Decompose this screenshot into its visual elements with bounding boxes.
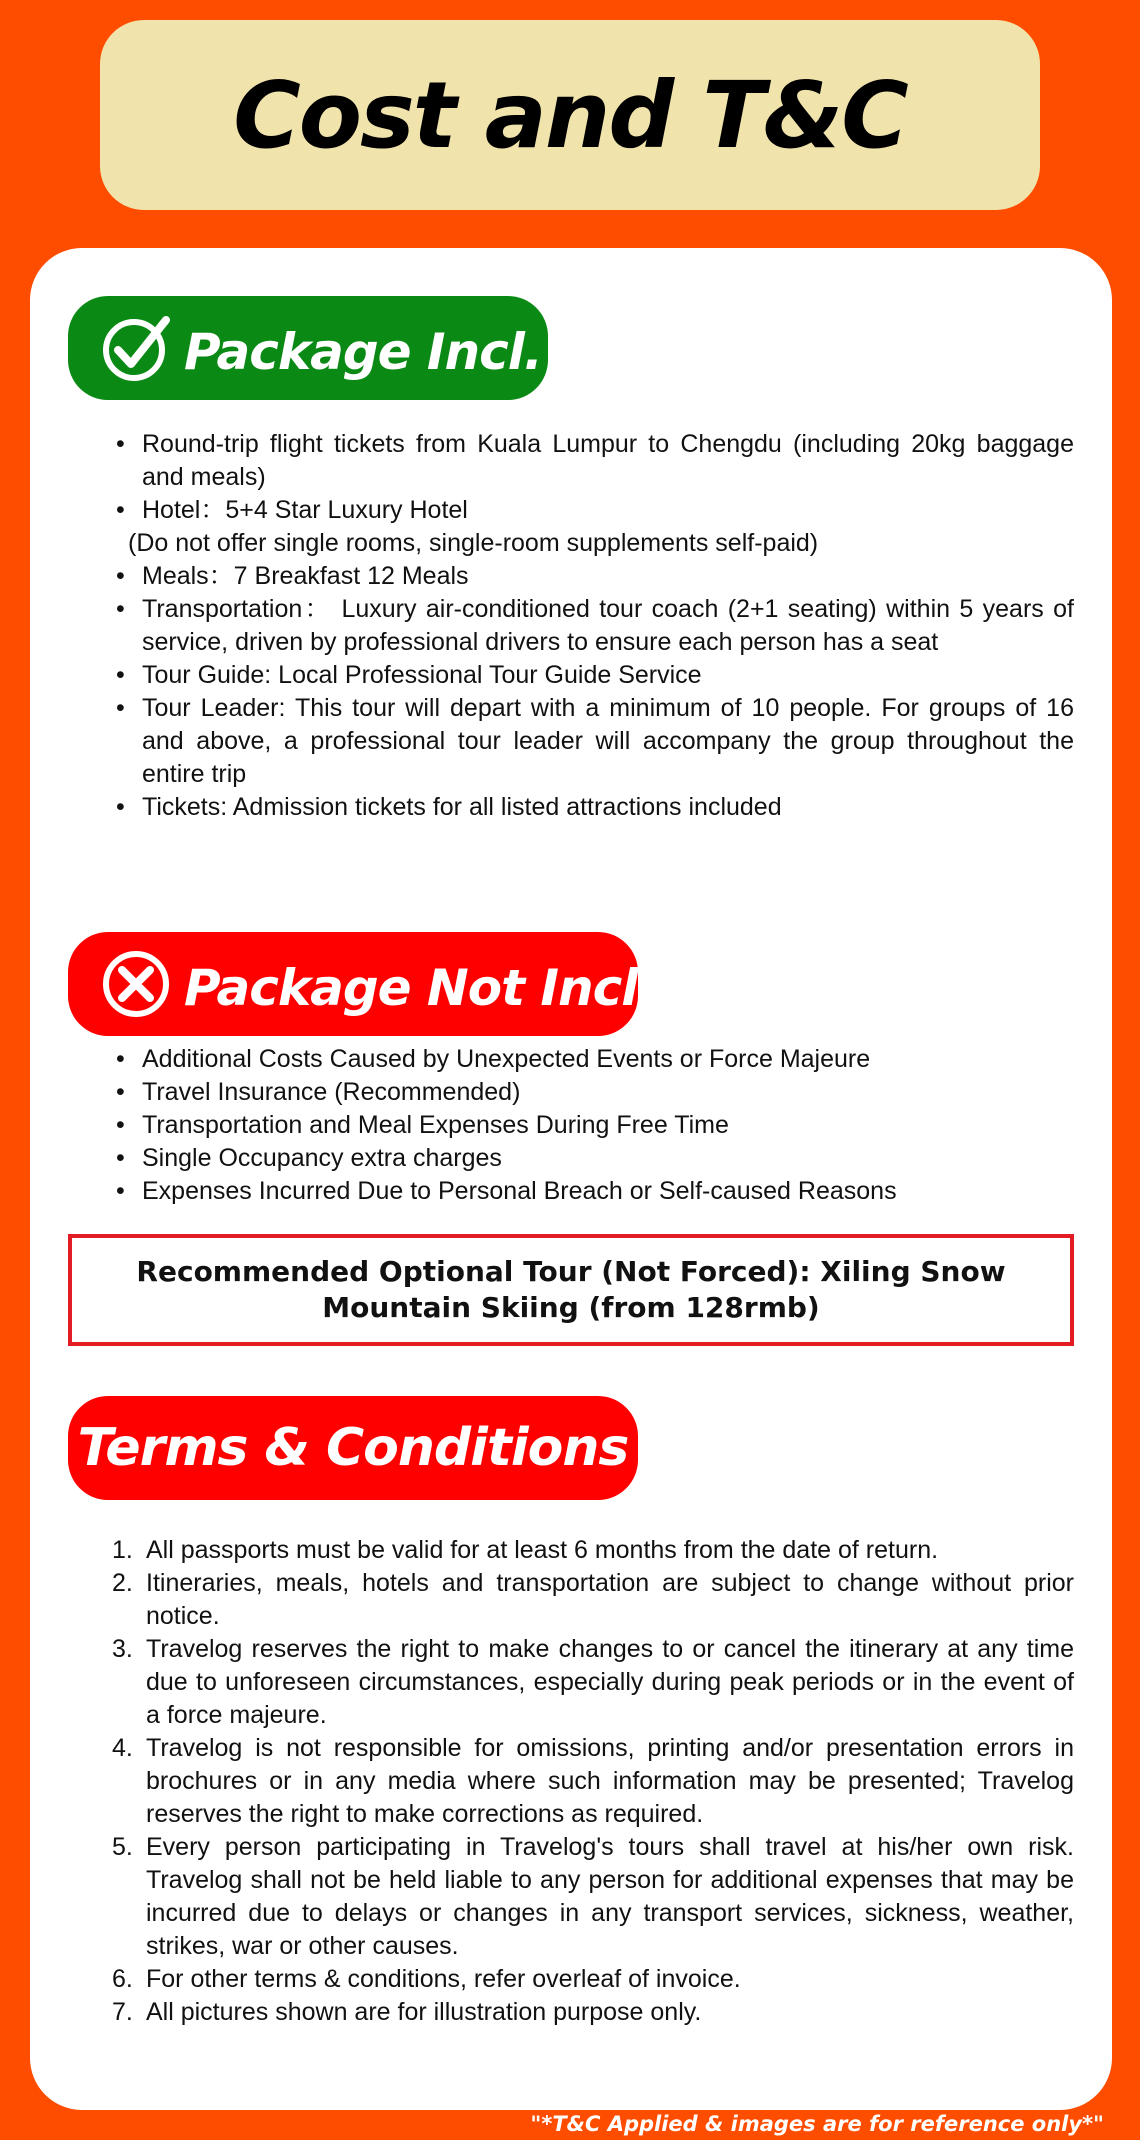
included-list [92, 428, 1074, 824]
package-included-label: Package Incl.： [184, 323, 591, 381]
list-item: • Tour Guide: Local Professional Tour Guide Service [92, 659, 1074, 692]
terms-item [92, 1534, 1074, 1567]
terms-item [92, 1996, 1074, 2029]
package-not-included-heading [68, 932, 705, 1036]
terms-item [92, 1633, 1074, 1732]
terms-item-number: 3. [112, 1635, 133, 1663]
terms-item-number: 7. [112, 1998, 133, 2026]
terms-item [92, 1567, 1074, 1633]
package-included-heading [68, 296, 591, 400]
terms-item [92, 1831, 1074, 1963]
check-circle-icon [100, 312, 172, 384]
list-item: • Transportation： Luxury air-conditioned tour coach (2+1 seating) within 5 years of service, driven by professional drivers to ensure each person has a seat [92, 593, 1074, 659]
optional-tour-text: Recommended Optional Tour (Not Forced): Xiling Snow Mountain Skiing (from 128rmb) [136, 1255, 1006, 1324]
terms-item-number: 1. [112, 1536, 133, 1564]
terms-item-text: Travelog reserves the right to make changes to or cancel the itinerary at any time due to unforeseen circumstances, especially during peak periods or in the event of a force majeure. [146, 1635, 1074, 1729]
terms-item-text: Travelog is not responsible for omissions, printing and/or presentation errors in brochures or in any media where such information may be presented; Travelog reserves the right to make corrections as required. [146, 1734, 1074, 1828]
not-included-list [92, 1043, 1074, 1208]
package-not-included-label: Package Not Incl.： [184, 959, 705, 1017]
terms-item-number: 4. [112, 1734, 133, 1762]
terms-item-text: All passports must be valid for at least 6 months from the date of return. [146, 1536, 939, 1564]
optional-tour-box [68, 1234, 1074, 1346]
list-item: • Expenses Incurred Due to Personal Breach or Self-caused Reasons [92, 1175, 1074, 1208]
terms-item-text: Every person participating in Travelog's tours shall travel at his/her own risk. Travelog shall not be held liable to any person for additional expenses that may be incurred due to delays or changes in any transport services, sickness, weather, strikes, war or other causes. [146, 1833, 1074, 1960]
terms-item-text: All pictures shown are for illustration purpose only. [146, 1998, 702, 2026]
list-item: • Tour Leader: This tour will depart with a minimum of 10 people. For groups of 16 and above, a professional tour leader will accompany the group throughout the entire trip [92, 692, 1074, 791]
list-item: • Single Occupancy extra charges [92, 1142, 1074, 1175]
list-item: • Additional Costs Caused by Unexpected Events or Force Majeure [92, 1043, 1074, 1076]
terms-item-number: 5. [112, 1833, 133, 1861]
list-item: • Transportation and Meal Expenses During Free Time [92, 1109, 1074, 1142]
content-card [30, 248, 1112, 2110]
list-item: • Meals：7 Breakfast 12 Meals [92, 560, 1074, 593]
terms-item [92, 1732, 1074, 1831]
page-title: Cost and T&C [233, 61, 907, 169]
terms-item-text: Itineraries, meals, hotels and transportation are subject to change without prior notice. [146, 1569, 1074, 1630]
list-item: • Tickets: Admission tickets for all listed attractions included [92, 791, 1074, 824]
list-item: • Travel Insurance (Recommended) [92, 1076, 1074, 1109]
terms-item-text: For other terms & conditions, refer overleaf of invoice. [146, 1965, 741, 1993]
terms-item-number: 6. [112, 1965, 133, 1993]
terms-item-number: 2. [112, 1569, 133, 1597]
list-item: • Hotel：5+4 Star Luxury Hotel [92, 494, 1074, 527]
title-banner [100, 20, 1040, 210]
terms-item [92, 1963, 1074, 1996]
terms-list [92, 1534, 1074, 2029]
terms-heading-label: Terms & Conditions [77, 1418, 629, 1478]
list-item-note: (Do not offer single rooms, single-room supplements self-paid) [128, 529, 819, 557]
list-item: • Round-trip flight tickets from Kuala Lumpur to Chengdu (including 20kg baggage and meals) [92, 428, 1074, 494]
terms-heading [68, 1396, 638, 1500]
footer-disclaimer: "*T&C Applied & images are for reference only*" [530, 2112, 1104, 2136]
x-circle-icon [100, 948, 172, 1020]
